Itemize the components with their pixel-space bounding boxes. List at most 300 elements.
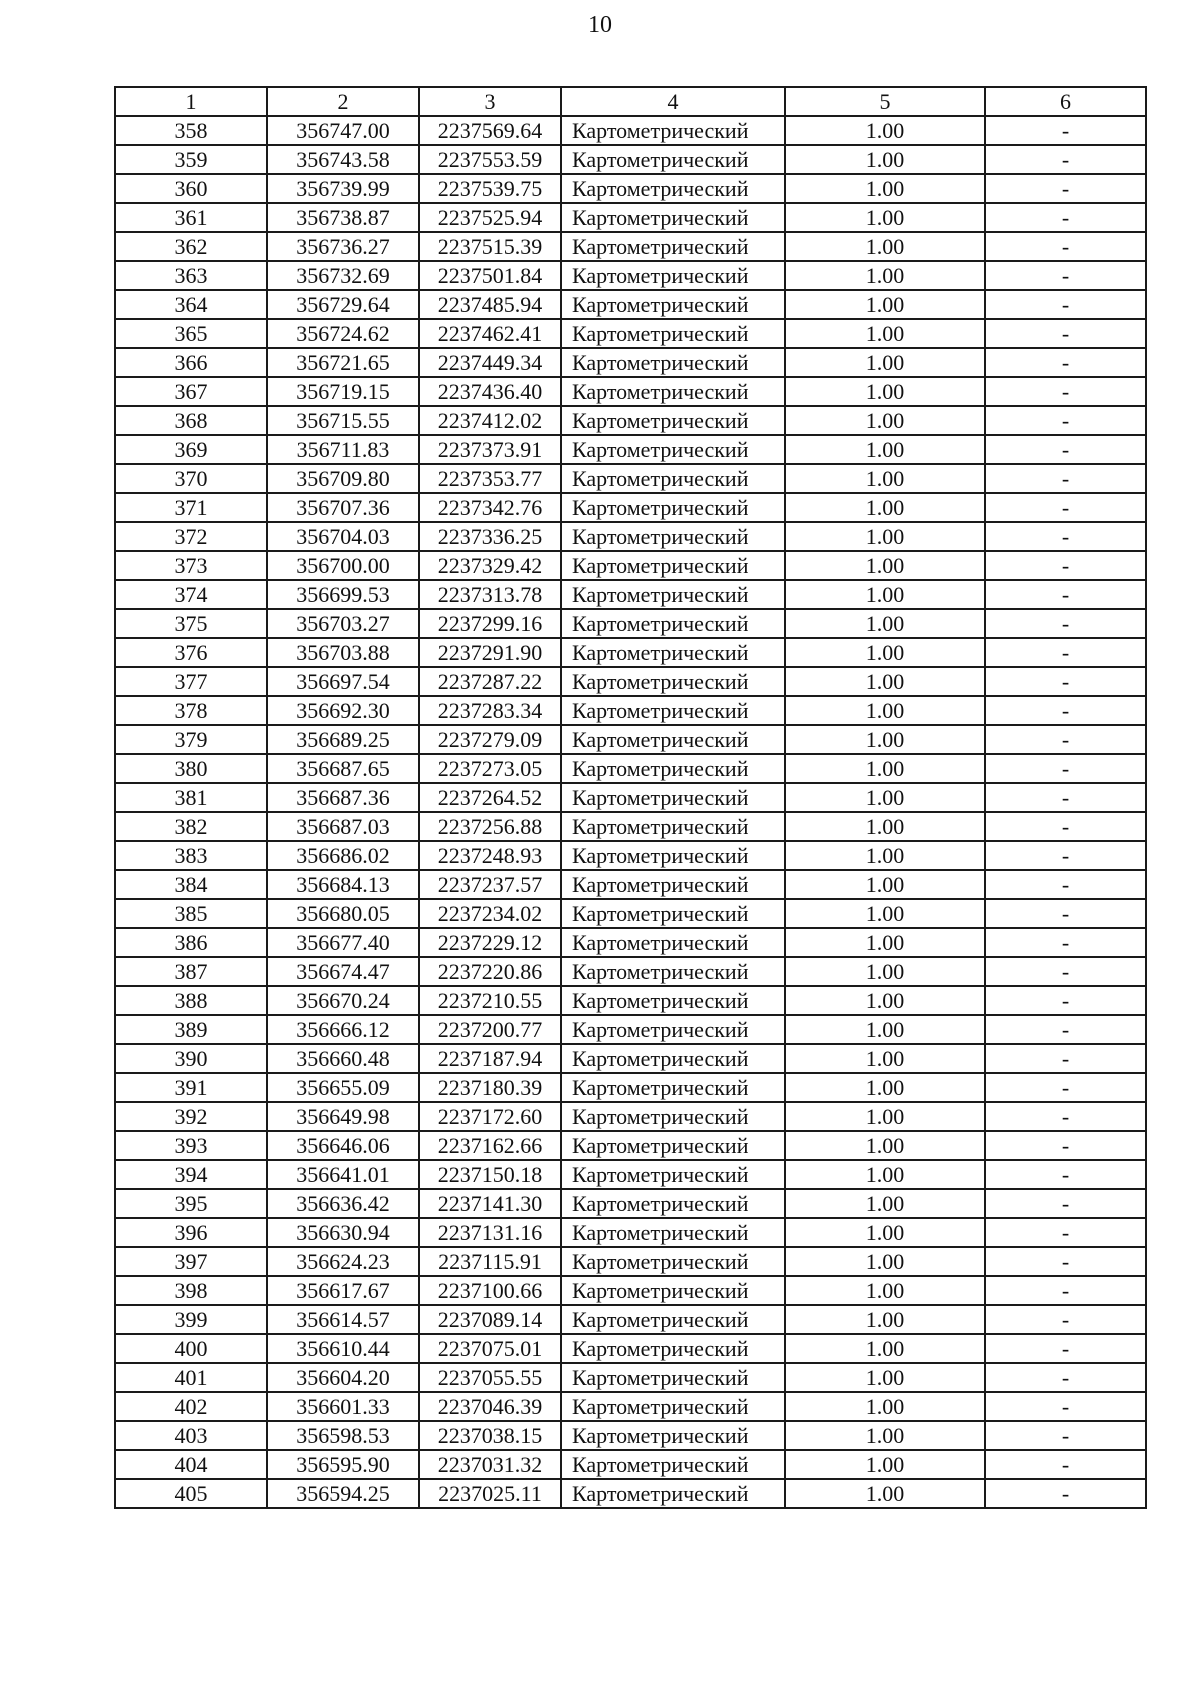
table-row <box>115 290 1146 319</box>
method-cell: Картометрический <box>561 812 785 841</box>
method-cell: Картометрический <box>561 870 785 899</box>
point-number-cell: 401 <box>115 1363 267 1392</box>
y-coordinate-cell: 2237525.94 <box>419 203 561 232</box>
accuracy-cell: 1.00 <box>785 638 985 667</box>
y-coordinate-cell: 2237299.16 <box>419 609 561 638</box>
method-cell: Картометрический <box>561 1044 785 1073</box>
point-number-cell: 398 <box>115 1276 267 1305</box>
x-coordinate-cell: 356649.98 <box>267 1102 419 1131</box>
y-coordinate-cell: 2237539.75 <box>419 174 561 203</box>
y-coordinate-cell: 2237283.34 <box>419 696 561 725</box>
x-coordinate-cell: 356711.83 <box>267 435 419 464</box>
table-row <box>115 1131 1146 1160</box>
point-number-cell: 379 <box>115 725 267 754</box>
method-cell: Картометрический <box>561 319 785 348</box>
y-coordinate-cell: 2237449.34 <box>419 348 561 377</box>
x-coordinate-cell: 356655.09 <box>267 1073 419 1102</box>
y-coordinate-cell: 2237279.09 <box>419 725 561 754</box>
y-coordinate-cell: 2237150.18 <box>419 1160 561 1189</box>
table-row <box>115 1189 1146 1218</box>
table-row <box>115 319 1146 348</box>
note-cell: - <box>985 1392 1146 1421</box>
point-number-cell: 375 <box>115 609 267 638</box>
accuracy-cell: 1.00 <box>785 116 985 145</box>
y-coordinate-cell: 2237412.02 <box>419 406 561 435</box>
table-row <box>115 1421 1146 1450</box>
note-cell: - <box>985 551 1146 580</box>
note-cell: - <box>985 1305 1146 1334</box>
y-coordinate-cell: 2237075.01 <box>419 1334 561 1363</box>
point-number-cell: 385 <box>115 899 267 928</box>
accuracy-cell: 1.00 <box>785 754 985 783</box>
method-cell: Картометрический <box>561 1305 785 1334</box>
note-cell: - <box>985 493 1146 522</box>
y-coordinate-cell: 2237100.66 <box>419 1276 561 1305</box>
method-cell: Картометрический <box>561 609 785 638</box>
x-coordinate-cell: 356709.80 <box>267 464 419 493</box>
point-number-cell: 381 <box>115 783 267 812</box>
accuracy-cell: 1.00 <box>785 1247 985 1276</box>
accuracy-cell: 1.00 <box>785 232 985 261</box>
table-row <box>115 116 1146 145</box>
point-number-cell: 405 <box>115 1479 267 1508</box>
accuracy-cell: 1.00 <box>785 1450 985 1479</box>
x-coordinate-cell: 356598.53 <box>267 1421 419 1450</box>
note-cell: - <box>985 638 1146 667</box>
method-cell: Картометрический <box>561 522 785 551</box>
table-row <box>115 203 1146 232</box>
x-coordinate-cell: 356747.00 <box>267 116 419 145</box>
point-number-cell: 368 <box>115 406 267 435</box>
table-row <box>115 899 1146 928</box>
table-row <box>115 667 1146 696</box>
table-row <box>115 870 1146 899</box>
x-coordinate-cell: 356687.65 <box>267 754 419 783</box>
accuracy-cell: 1.00 <box>785 725 985 754</box>
method-cell: Картометрический <box>561 725 785 754</box>
note-cell: - <box>985 1160 1146 1189</box>
table-row <box>115 348 1146 377</box>
x-coordinate-cell: 356684.13 <box>267 870 419 899</box>
note-cell: - <box>985 1102 1146 1131</box>
accuracy-cell: 1.00 <box>785 1102 985 1131</box>
table-row <box>115 145 1146 174</box>
note-cell: - <box>985 1218 1146 1247</box>
point-number-cell: 369 <box>115 435 267 464</box>
y-coordinate-cell: 2237336.25 <box>419 522 561 551</box>
table-row <box>115 1363 1146 1392</box>
accuracy-cell: 1.00 <box>785 957 985 986</box>
method-cell: Картометрический <box>561 667 785 696</box>
accuracy-cell: 1.00 <box>785 783 985 812</box>
note-cell: - <box>985 116 1146 145</box>
y-coordinate-cell: 2237485.94 <box>419 290 561 319</box>
y-coordinate-cell: 2237141.30 <box>419 1189 561 1218</box>
note-cell: - <box>985 1363 1146 1392</box>
method-cell: Картометрический <box>561 145 785 174</box>
accuracy-cell: 1.00 <box>785 145 985 174</box>
note-cell: - <box>985 1247 1146 1276</box>
method-cell: Картометрический <box>561 1218 785 1247</box>
y-coordinate-cell: 2237353.77 <box>419 464 561 493</box>
table-row <box>115 1276 1146 1305</box>
table-row <box>115 435 1146 464</box>
note-cell: - <box>985 812 1146 841</box>
table-row <box>115 783 1146 812</box>
note-cell: - <box>985 1189 1146 1218</box>
table-row <box>115 1479 1146 1508</box>
table-row <box>115 1218 1146 1247</box>
point-number-cell: 360 <box>115 174 267 203</box>
accuracy-cell: 1.00 <box>785 1305 985 1334</box>
point-number-cell: 391 <box>115 1073 267 1102</box>
note-cell: - <box>985 232 1146 261</box>
accuracy-cell: 1.00 <box>785 1044 985 1073</box>
note-cell: - <box>985 377 1146 406</box>
table-row <box>115 1334 1146 1363</box>
accuracy-cell: 1.00 <box>785 1073 985 1102</box>
method-cell: Картометрический <box>561 1450 785 1479</box>
point-number-cell: 376 <box>115 638 267 667</box>
method-cell: Картометрический <box>561 1479 785 1508</box>
point-number-cell: 392 <box>115 1102 267 1131</box>
y-coordinate-cell: 2237237.57 <box>419 870 561 899</box>
x-coordinate-cell: 356594.25 <box>267 1479 419 1508</box>
y-coordinate-cell: 2237256.88 <box>419 812 561 841</box>
y-coordinate-cell: 2237436.40 <box>419 377 561 406</box>
x-coordinate-cell: 356704.03 <box>267 522 419 551</box>
y-coordinate-cell: 2237515.39 <box>419 232 561 261</box>
accuracy-cell: 1.00 <box>785 1131 985 1160</box>
y-coordinate-cell: 2237291.90 <box>419 638 561 667</box>
accuracy-cell: 1.00 <box>785 870 985 899</box>
header-row <box>115 87 1146 116</box>
point-number-cell: 384 <box>115 870 267 899</box>
accuracy-cell: 1.00 <box>785 1392 985 1421</box>
note-cell: - <box>985 783 1146 812</box>
column-header-5: 5 <box>785 87 985 116</box>
x-coordinate-cell: 356692.30 <box>267 696 419 725</box>
x-coordinate-cell: 356719.15 <box>267 377 419 406</box>
note-cell: - <box>985 261 1146 290</box>
note-cell: - <box>985 899 1146 928</box>
accuracy-cell: 1.00 <box>785 290 985 319</box>
x-coordinate-cell: 356721.65 <box>267 348 419 377</box>
note-cell: - <box>985 986 1146 1015</box>
x-coordinate-cell: 356660.48 <box>267 1044 419 1073</box>
method-cell: Картометрический <box>561 290 785 319</box>
table-row <box>115 696 1146 725</box>
note-cell: - <box>985 957 1146 986</box>
point-number-cell: 387 <box>115 957 267 986</box>
method-cell: Картометрический <box>561 986 785 1015</box>
accuracy-cell: 1.00 <box>785 1334 985 1363</box>
table-row <box>115 986 1146 1015</box>
accuracy-cell: 1.00 <box>785 1479 985 1508</box>
table-row <box>115 551 1146 580</box>
method-cell: Картометрический <box>561 696 785 725</box>
x-coordinate-cell: 356641.01 <box>267 1160 419 1189</box>
y-coordinate-cell: 2237031.32 <box>419 1450 561 1479</box>
accuracy-cell: 1.00 <box>785 667 985 696</box>
point-number-cell: 397 <box>115 1247 267 1276</box>
note-cell: - <box>985 464 1146 493</box>
method-cell: Картометрический <box>561 957 785 986</box>
point-number-cell: 396 <box>115 1218 267 1247</box>
table-row <box>115 957 1146 986</box>
table-row <box>115 812 1146 841</box>
coordinates-table <box>114 86 1147 1509</box>
method-cell: Картометрический <box>561 1247 785 1276</box>
y-coordinate-cell: 2237172.60 <box>419 1102 561 1131</box>
accuracy-cell: 1.00 <box>785 261 985 290</box>
point-number-cell: 370 <box>115 464 267 493</box>
table-row <box>115 232 1146 261</box>
accuracy-cell: 1.00 <box>785 1276 985 1305</box>
x-coordinate-cell: 356614.57 <box>267 1305 419 1334</box>
column-header-1: 1 <box>115 87 267 116</box>
method-cell: Картометрический <box>561 1276 785 1305</box>
table-body <box>115 116 1146 1508</box>
x-coordinate-cell: 356624.23 <box>267 1247 419 1276</box>
point-number-cell: 374 <box>115 580 267 609</box>
point-number-cell: 358 <box>115 116 267 145</box>
x-coordinate-cell: 356739.99 <box>267 174 419 203</box>
note-cell: - <box>985 1450 1146 1479</box>
table-row <box>115 406 1146 435</box>
x-coordinate-cell: 356670.24 <box>267 986 419 1015</box>
note-cell: - <box>985 696 1146 725</box>
table-row <box>115 1450 1146 1479</box>
accuracy-cell: 1.00 <box>785 435 985 464</box>
y-coordinate-cell: 2237264.52 <box>419 783 561 812</box>
y-coordinate-cell: 2237220.86 <box>419 957 561 986</box>
accuracy-cell: 1.00 <box>785 348 985 377</box>
accuracy-cell: 1.00 <box>785 493 985 522</box>
table-row <box>115 464 1146 493</box>
accuracy-cell: 1.00 <box>785 203 985 232</box>
table-row <box>115 377 1146 406</box>
point-number-cell: 362 <box>115 232 267 261</box>
method-cell: Картометрический <box>561 232 785 261</box>
point-number-cell: 372 <box>115 522 267 551</box>
column-header-4: 4 <box>561 87 785 116</box>
accuracy-cell: 1.00 <box>785 986 985 1015</box>
y-coordinate-cell: 2237569.64 <box>419 116 561 145</box>
x-coordinate-cell: 356595.90 <box>267 1450 419 1479</box>
table-row <box>115 1160 1146 1189</box>
accuracy-cell: 1.00 <box>785 522 985 551</box>
point-number-cell: 390 <box>115 1044 267 1073</box>
x-coordinate-cell: 356715.55 <box>267 406 419 435</box>
note-cell: - <box>985 348 1146 377</box>
y-coordinate-cell: 2237200.77 <box>419 1015 561 1044</box>
table-row <box>115 261 1146 290</box>
x-coordinate-cell: 356738.87 <box>267 203 419 232</box>
table-row <box>115 754 1146 783</box>
x-coordinate-cell: 356689.25 <box>267 725 419 754</box>
method-cell: Картометрический <box>561 174 785 203</box>
x-coordinate-cell: 356707.36 <box>267 493 419 522</box>
y-coordinate-cell: 2237329.42 <box>419 551 561 580</box>
y-coordinate-cell: 2237342.76 <box>419 493 561 522</box>
accuracy-cell: 1.00 <box>785 609 985 638</box>
x-coordinate-cell: 356687.03 <box>267 812 419 841</box>
y-coordinate-cell: 2237187.94 <box>419 1044 561 1073</box>
y-coordinate-cell: 2237055.55 <box>419 1363 561 1392</box>
accuracy-cell: 1.00 <box>785 899 985 928</box>
note-cell: - <box>985 754 1146 783</box>
method-cell: Картометрический <box>561 783 785 812</box>
y-coordinate-cell: 2237131.16 <box>419 1218 561 1247</box>
table-row <box>115 1247 1146 1276</box>
method-cell: Картометрический <box>561 1015 785 1044</box>
point-number-cell: 383 <box>115 841 267 870</box>
method-cell: Картометрический <box>561 493 785 522</box>
note-cell: - <box>985 667 1146 696</box>
point-number-cell: 365 <box>115 319 267 348</box>
point-number-cell: 394 <box>115 1160 267 1189</box>
y-coordinate-cell: 2237273.05 <box>419 754 561 783</box>
note-cell: - <box>985 870 1146 899</box>
method-cell: Картометрический <box>561 348 785 377</box>
note-cell: - <box>985 319 1146 348</box>
note-cell: - <box>985 580 1146 609</box>
column-header-2: 2 <box>267 87 419 116</box>
x-coordinate-cell: 356674.47 <box>267 957 419 986</box>
x-coordinate-cell: 356699.53 <box>267 580 419 609</box>
note-cell: - <box>985 725 1146 754</box>
point-number-cell: 404 <box>115 1450 267 1479</box>
x-coordinate-cell: 356736.27 <box>267 232 419 261</box>
note-cell: - <box>985 174 1146 203</box>
y-coordinate-cell: 2237248.93 <box>419 841 561 870</box>
accuracy-cell: 1.00 <box>785 319 985 348</box>
table-row <box>115 1392 1146 1421</box>
y-coordinate-cell: 2237234.02 <box>419 899 561 928</box>
y-coordinate-cell: 2237180.39 <box>419 1073 561 1102</box>
x-coordinate-cell: 356729.64 <box>267 290 419 319</box>
point-number-cell: 395 <box>115 1189 267 1218</box>
accuracy-cell: 1.00 <box>785 1189 985 1218</box>
table-row <box>115 1015 1146 1044</box>
point-number-cell: 386 <box>115 928 267 957</box>
method-cell: Картометрический <box>561 116 785 145</box>
note-cell: - <box>985 1334 1146 1363</box>
x-coordinate-cell: 356686.02 <box>267 841 419 870</box>
point-number-cell: 363 <box>115 261 267 290</box>
point-number-cell: 382 <box>115 812 267 841</box>
table-row <box>115 841 1146 870</box>
note-cell: - <box>985 1421 1146 1450</box>
accuracy-cell: 1.00 <box>785 841 985 870</box>
point-number-cell: 402 <box>115 1392 267 1421</box>
x-coordinate-cell: 356680.05 <box>267 899 419 928</box>
x-coordinate-cell: 356610.44 <box>267 1334 419 1363</box>
accuracy-cell: 1.00 <box>785 406 985 435</box>
method-cell: Картометрический <box>561 1073 785 1102</box>
x-coordinate-cell: 356743.58 <box>267 145 419 174</box>
note-cell: - <box>985 203 1146 232</box>
method-cell: Картометрический <box>561 435 785 464</box>
point-number-cell: 359 <box>115 145 267 174</box>
method-cell: Картометрический <box>561 928 785 957</box>
x-coordinate-cell: 356617.67 <box>267 1276 419 1305</box>
y-coordinate-cell: 2237553.59 <box>419 145 561 174</box>
y-coordinate-cell: 2237115.91 <box>419 1247 561 1276</box>
point-number-cell: 371 <box>115 493 267 522</box>
table-row <box>115 638 1146 667</box>
method-cell: Картометрический <box>561 1131 785 1160</box>
x-coordinate-cell: 356687.36 <box>267 783 419 812</box>
y-coordinate-cell: 2237313.78 <box>419 580 561 609</box>
table-row <box>115 1102 1146 1131</box>
point-number-cell: 378 <box>115 696 267 725</box>
method-cell: Картометрический <box>561 1421 785 1450</box>
method-cell: Картометрический <box>561 1189 785 1218</box>
accuracy-cell: 1.00 <box>785 812 985 841</box>
note-cell: - <box>985 145 1146 174</box>
method-cell: Картометрический <box>561 1334 785 1363</box>
x-coordinate-cell: 356636.42 <box>267 1189 419 1218</box>
point-number-cell: 399 <box>115 1305 267 1334</box>
method-cell: Картометрический <box>561 406 785 435</box>
column-header-6: 6 <box>985 87 1146 116</box>
table-row <box>115 609 1146 638</box>
x-coordinate-cell: 356697.54 <box>267 667 419 696</box>
column-header-3: 3 <box>419 87 561 116</box>
note-cell: - <box>985 1276 1146 1305</box>
accuracy-cell: 1.00 <box>785 1363 985 1392</box>
method-cell: Картометрический <box>561 638 785 667</box>
y-coordinate-cell: 2237038.15 <box>419 1421 561 1450</box>
x-coordinate-cell: 356630.94 <box>267 1218 419 1247</box>
accuracy-cell: 1.00 <box>785 1218 985 1247</box>
x-coordinate-cell: 356700.00 <box>267 551 419 580</box>
method-cell: Картометрический <box>561 841 785 870</box>
point-number-cell: 388 <box>115 986 267 1015</box>
note-cell: - <box>985 522 1146 551</box>
accuracy-cell: 1.00 <box>785 377 985 406</box>
table-row <box>115 1073 1146 1102</box>
note-cell: - <box>985 1044 1146 1073</box>
method-cell: Картометрический <box>561 899 785 928</box>
y-coordinate-cell: 2237501.84 <box>419 261 561 290</box>
method-cell: Картометрический <box>561 754 785 783</box>
note-cell: - <box>985 609 1146 638</box>
method-cell: Картометрический <box>561 580 785 609</box>
point-number-cell: 389 <box>115 1015 267 1044</box>
x-coordinate-cell: 356666.12 <box>267 1015 419 1044</box>
accuracy-cell: 1.00 <box>785 464 985 493</box>
note-cell: - <box>985 1015 1146 1044</box>
point-number-cell: 403 <box>115 1421 267 1450</box>
note-cell: - <box>985 1131 1146 1160</box>
x-coordinate-cell: 356724.62 <box>267 319 419 348</box>
accuracy-cell: 1.00 <box>785 174 985 203</box>
accuracy-cell: 1.00 <box>785 1160 985 1189</box>
method-cell: Картометрический <box>561 1392 785 1421</box>
y-coordinate-cell: 2237025.11 <box>419 1479 561 1508</box>
point-number-cell: 377 <box>115 667 267 696</box>
table-row <box>115 928 1146 957</box>
y-coordinate-cell: 2237287.22 <box>419 667 561 696</box>
table-row <box>115 1044 1146 1073</box>
page-number: 10 <box>588 12 612 38</box>
point-number-cell: 393 <box>115 1131 267 1160</box>
table-row <box>115 580 1146 609</box>
method-cell: Картометрический <box>561 1363 785 1392</box>
